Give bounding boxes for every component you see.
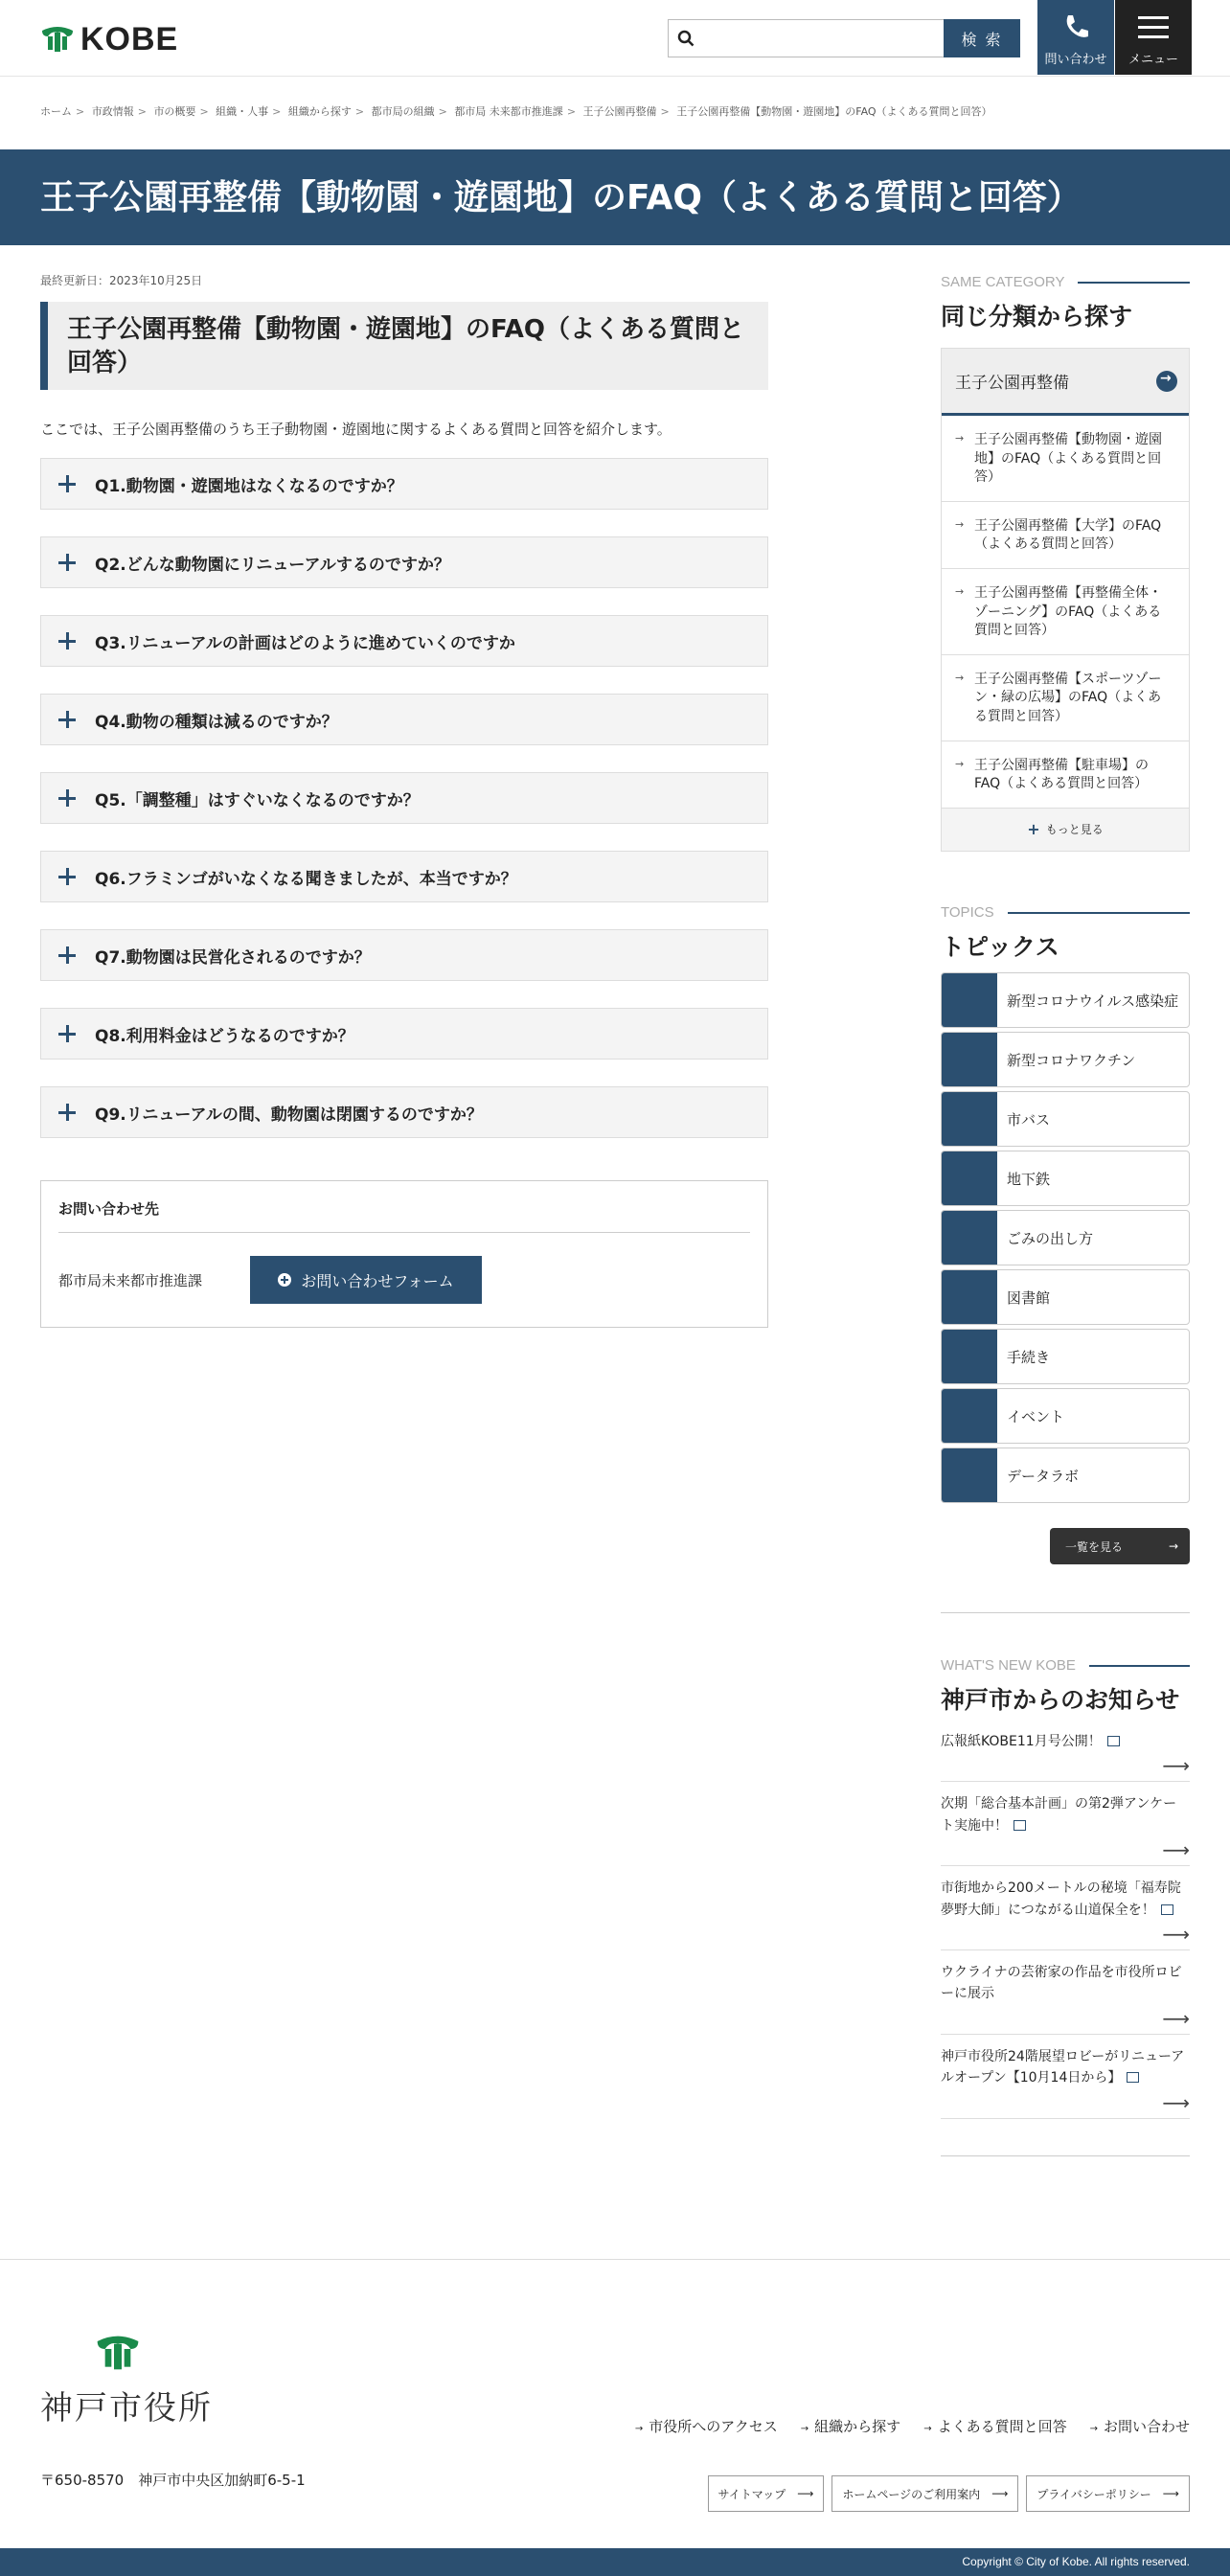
plus-icon <box>57 552 78 573</box>
news-link[interactable]: 広報紙KOBE11月号公開！ ⟶ <box>941 1720 1190 1782</box>
topics-section <box>941 904 1190 1613</box>
plus-icon <box>57 1102 78 1123</box>
section-en-label: SAME CATEGORY <box>941 274 1190 290</box>
plus-icon <box>57 945 78 966</box>
faq-item[interactable] <box>40 1086 768 1138</box>
faq-question: Q6.フラミンゴがいなくなる聞きましたが、本当ですか？ <box>95 869 517 889</box>
arrow-right-icon: → <box>1168 1539 1178 1553</box>
topic-link[interactable]: 手続き <box>941 1329 1190 1384</box>
more-label: もっと見る <box>1045 823 1104 837</box>
lead-text: ここでは、王子公園再整備のうち王子動物園・遊園地に関するよくある質問と回答を紹介します。 <box>40 421 672 438</box>
news-link[interactable]: 次期「総合基本計画」の第2弾アンケート実施中！ ⟶ <box>941 1782 1190 1866</box>
last-updated: 最終更新日：2023年10月25日 <box>40 274 203 287</box>
footer-link[interactable]: → お問い合わせ <box>1090 2416 1190 2436</box>
plus-icon <box>57 1023 78 1044</box>
arrow-right-icon: ⟶ <box>1162 1754 1190 1778</box>
plus-icon <box>57 866 78 887</box>
topic-thumbnail <box>942 1151 997 1205</box>
topic-thumbnail <box>942 1448 997 1502</box>
usage-guide-button[interactable]: ホームページのご利用案内 ⟶ <box>831 2475 1018 2512</box>
search-bar <box>668 19 1020 57</box>
footer-logo[interactable] <box>40 2334 213 2428</box>
faq-item[interactable] <box>40 772 768 824</box>
faq-list <box>40 458 768 1138</box>
footer-org-name: 神戸市役所 <box>40 2389 213 2428</box>
faq-question: Q1.動物園・遊園地はなくなるのですか？ <box>95 476 403 496</box>
breadcrumb-current: 王子公園再整備【動物園・遊園地】のFAQ（よくある質問と回答） <box>676 105 992 118</box>
contact-form-label: お問い合わせフォーム <box>301 1271 454 1290</box>
category-link[interactable]: → 王子公園再整備【動物園・遊園地】のFAQ（よくある質問と回答） <box>942 416 1189 502</box>
topic-link[interactable]: 図書館 <box>941 1269 1190 1325</box>
menu-label: メニュー <box>1128 53 1178 67</box>
faq-item[interactable] <box>40 694 768 745</box>
news-link[interactable]: ウクライナの芸術家の作品を市役所ロビーに展示 ⟶ <box>941 1950 1190 2035</box>
topic-thumbnail <box>942 1092 997 1146</box>
faq-item[interactable] <box>40 458 768 510</box>
external-link-icon <box>1161 1904 1173 1915</box>
contact-department: 都市局未来都市推進課 <box>58 1271 203 1289</box>
content-heading: 王子公園再整備【動物園・遊園地】のFAQ（よくある質問と回答） <box>40 302 768 390</box>
logo-text: KOBE <box>80 20 179 57</box>
arrow-right-icon: ⟶ <box>1162 1922 1190 1946</box>
footer-links <box>635 2416 1190 2436</box>
footer-address: 〒650-8570 神戸市中央区加納町6-5-1 <box>40 2472 306 2489</box>
kobe-logo[interactable] <box>40 20 179 57</box>
breadcrumb-item[interactable]: 都市局の組織 <box>371 105 435 118</box>
contact-form-button[interactable] <box>250 1256 482 1304</box>
search-button[interactable]: 検 索 <box>944 19 1020 57</box>
plus-circle-icon <box>278 1273 291 1287</box>
plus-icon: + <box>1027 820 1040 839</box>
faq-question: Q4.動物の種類は減るのですか？ <box>95 712 338 732</box>
topic-thumbnail <box>942 1389 997 1443</box>
breadcrumb-item[interactable]: 組織から探す <box>287 105 352 118</box>
faq-question: Q8.利用料金はどうなるのですか？ <box>95 1026 354 1046</box>
external-link-icon <box>1107 1736 1120 1746</box>
category-head-label: 王子公園再整備 <box>955 374 1069 393</box>
arrow-circle-icon <box>1156 371 1177 392</box>
faq-item[interactable] <box>40 615 768 667</box>
faq-item[interactable] <box>40 1008 768 1060</box>
section-en-label: WHAT'S NEW KOBE <box>941 1657 1190 1674</box>
topic-link[interactable]: イベント <box>941 1388 1190 1444</box>
plus-icon <box>57 709 78 730</box>
category-link[interactable]: → 王子公園再整備【スポーツゾーン・緑の広場】のFAQ（よくある質問と回答） <box>942 655 1189 741</box>
section-en-label: TOPICS <box>941 904 1190 921</box>
topic-thumbnail <box>942 1330 997 1383</box>
plus-icon <box>57 787 78 809</box>
footer-buttons <box>708 2475 1190 2512</box>
contact-header-label: 問い合わせ <box>1044 53 1107 67</box>
topic-link[interactable]: データラボ <box>941 1448 1190 1503</box>
faq-question: Q5.「調整種」はすぐいなくなるのですか？ <box>95 790 420 810</box>
topic-thumbnail <box>942 1270 997 1324</box>
topic-thumbnail <box>942 1211 997 1265</box>
news-link[interactable]: 市街地から200メートルの秘境「福寿院 夢野大師」につながる山道保全を！ ⟶ <box>941 1866 1190 1950</box>
arrow-right-icon: ⟶ <box>797 2487 814 2500</box>
breadcrumb-item[interactable]: 王子公園再整備 <box>582 105 657 118</box>
view-all-button[interactable] <box>1050 1528 1190 1564</box>
plus-icon <box>57 630 78 651</box>
footer-divider <box>0 2259 1230 2260</box>
contact-title: お問い合わせ先 <box>58 1198 750 1233</box>
contact-header-button[interactable] <box>1037 0 1114 75</box>
site-header <box>0 0 1230 77</box>
footer-link[interactable]: → 市役所へのアクセス <box>635 2416 778 2436</box>
category-box <box>941 348 1190 852</box>
title-banner <box>0 149 1230 245</box>
category-link[interactable]: → 王子公園再整備【駐車場】のFAQ（よくある質問と回答） <box>942 741 1189 809</box>
arrow-right-icon: ⟶ <box>1162 2090 1190 2114</box>
topic-link[interactable]: ごみの出し方 <box>941 1210 1190 1265</box>
faq-item[interactable] <box>40 929 768 981</box>
plus-icon <box>57 473 78 494</box>
footer-link[interactable]: → よくある質問と回答 <box>923 2416 1066 2436</box>
breadcrumb-item[interactable]: 組織・人事 <box>216 105 269 118</box>
copyright: Copyright © City of Kobe. All rights reserved. <box>0 2548 1230 2576</box>
arrow-right-icon: ⟶ <box>1162 2487 1179 2500</box>
category-head-link[interactable] <box>942 349 1189 416</box>
faq-question: Q9.リニューアルの間、動物園は閉園するのですか？ <box>95 1105 483 1125</box>
breadcrumb-item[interactable]: 市政情報 <box>91 105 134 118</box>
section-heading: 神戸市からのお知らせ <box>941 1686 1180 1714</box>
sitemap-button[interactable]: サイトマップ ⟶ <box>708 2475 825 2512</box>
breadcrumb: ホーム > 市政情報 > 市の概要 > 組織・人事 > 組織から探す > 都市局の組織 > 都市局 未来都市推進課 > 王子公園再整備 > 王子公園再整備【動物園・遊園地】のFAQ（よくある質問と回答） <box>40 105 992 118</box>
arrow-right-icon: ⟶ <box>1162 2006 1190 2030</box>
breadcrumb-item[interactable]: 市の概要 <box>153 105 196 118</box>
same-category-section <box>941 274 1190 852</box>
topic-thumbnail <box>942 1033 997 1086</box>
contact-box <box>40 1180 768 1328</box>
category-link[interactable]: → 王子公園再整備【大学】のFAQ（よくある質問と回答） <box>942 502 1189 569</box>
arrow-right-icon: ⟶ <box>991 2487 1009 2500</box>
hamburger-icon <box>1137 14 1170 41</box>
faq-question: Q2.どんな動物園にリニューアルするのですか？ <box>95 555 450 575</box>
topic-thumbnail <box>942 973 997 1027</box>
page-title: 王子公園再整備【動物園・遊園地】のFAQ（よくある質問と回答） <box>40 178 1082 217</box>
privacy-policy-button[interactable]: プライバシーポリシー ⟶ <box>1026 2475 1190 2512</box>
category-link[interactable]: → 王子公園再整備【再整備全体・ゾーニング】のFAQ（よくある質問と回答） <box>942 569 1189 655</box>
news-section <box>941 1657 1190 2156</box>
external-link-icon <box>1127 2072 1139 2083</box>
topic-link[interactable]: 市バス <box>941 1091 1190 1147</box>
faq-item[interactable] <box>40 536 768 588</box>
breadcrumb-item[interactable]: 都市局 未来都市推進課 <box>454 105 563 118</box>
view-all-label: 一覧を見る <box>1065 1539 1124 1554</box>
breadcrumb-item[interactable]: ホーム <box>40 105 72 118</box>
faq-question: Q7.動物園は民営化されるのですか？ <box>95 947 371 968</box>
section-heading: 同じ分類から探す <box>941 303 1133 331</box>
search-input[interactable] <box>668 19 944 57</box>
topic-link[interactable]: 新型コロナワクチン <box>941 1032 1190 1087</box>
arrow-right-icon: ⟶ <box>1162 1838 1190 1862</box>
faq-item[interactable] <box>40 851 768 902</box>
footer-link[interactable]: → 組織から探す <box>801 2416 900 2436</box>
news-link[interactable]: 神戸市役所24階展望ロビーがリニューアルオープン【10月14日から】 ⟶ <box>941 2035 1190 2119</box>
search-icon <box>677 30 695 47</box>
menu-button[interactable] <box>1115 0 1192 75</box>
external-link-icon <box>1014 1820 1026 1831</box>
phone-icon <box>1061 12 1090 41</box>
more-button[interactable] <box>942 809 1189 851</box>
topic-link[interactable]: 新型コロナウイルス感染症 <box>941 972 1190 1028</box>
topic-link[interactable]: 地下鉄 <box>941 1151 1190 1206</box>
kobe-emblem-icon <box>40 25 75 54</box>
main-content <box>40 272 768 1328</box>
kobe-emblem-icon <box>94 2334 142 2372</box>
section-heading: トピックス <box>941 933 1059 961</box>
faq-question: Q3.リニューアルの計画はどのように進めていくのですか <box>95 633 515 653</box>
